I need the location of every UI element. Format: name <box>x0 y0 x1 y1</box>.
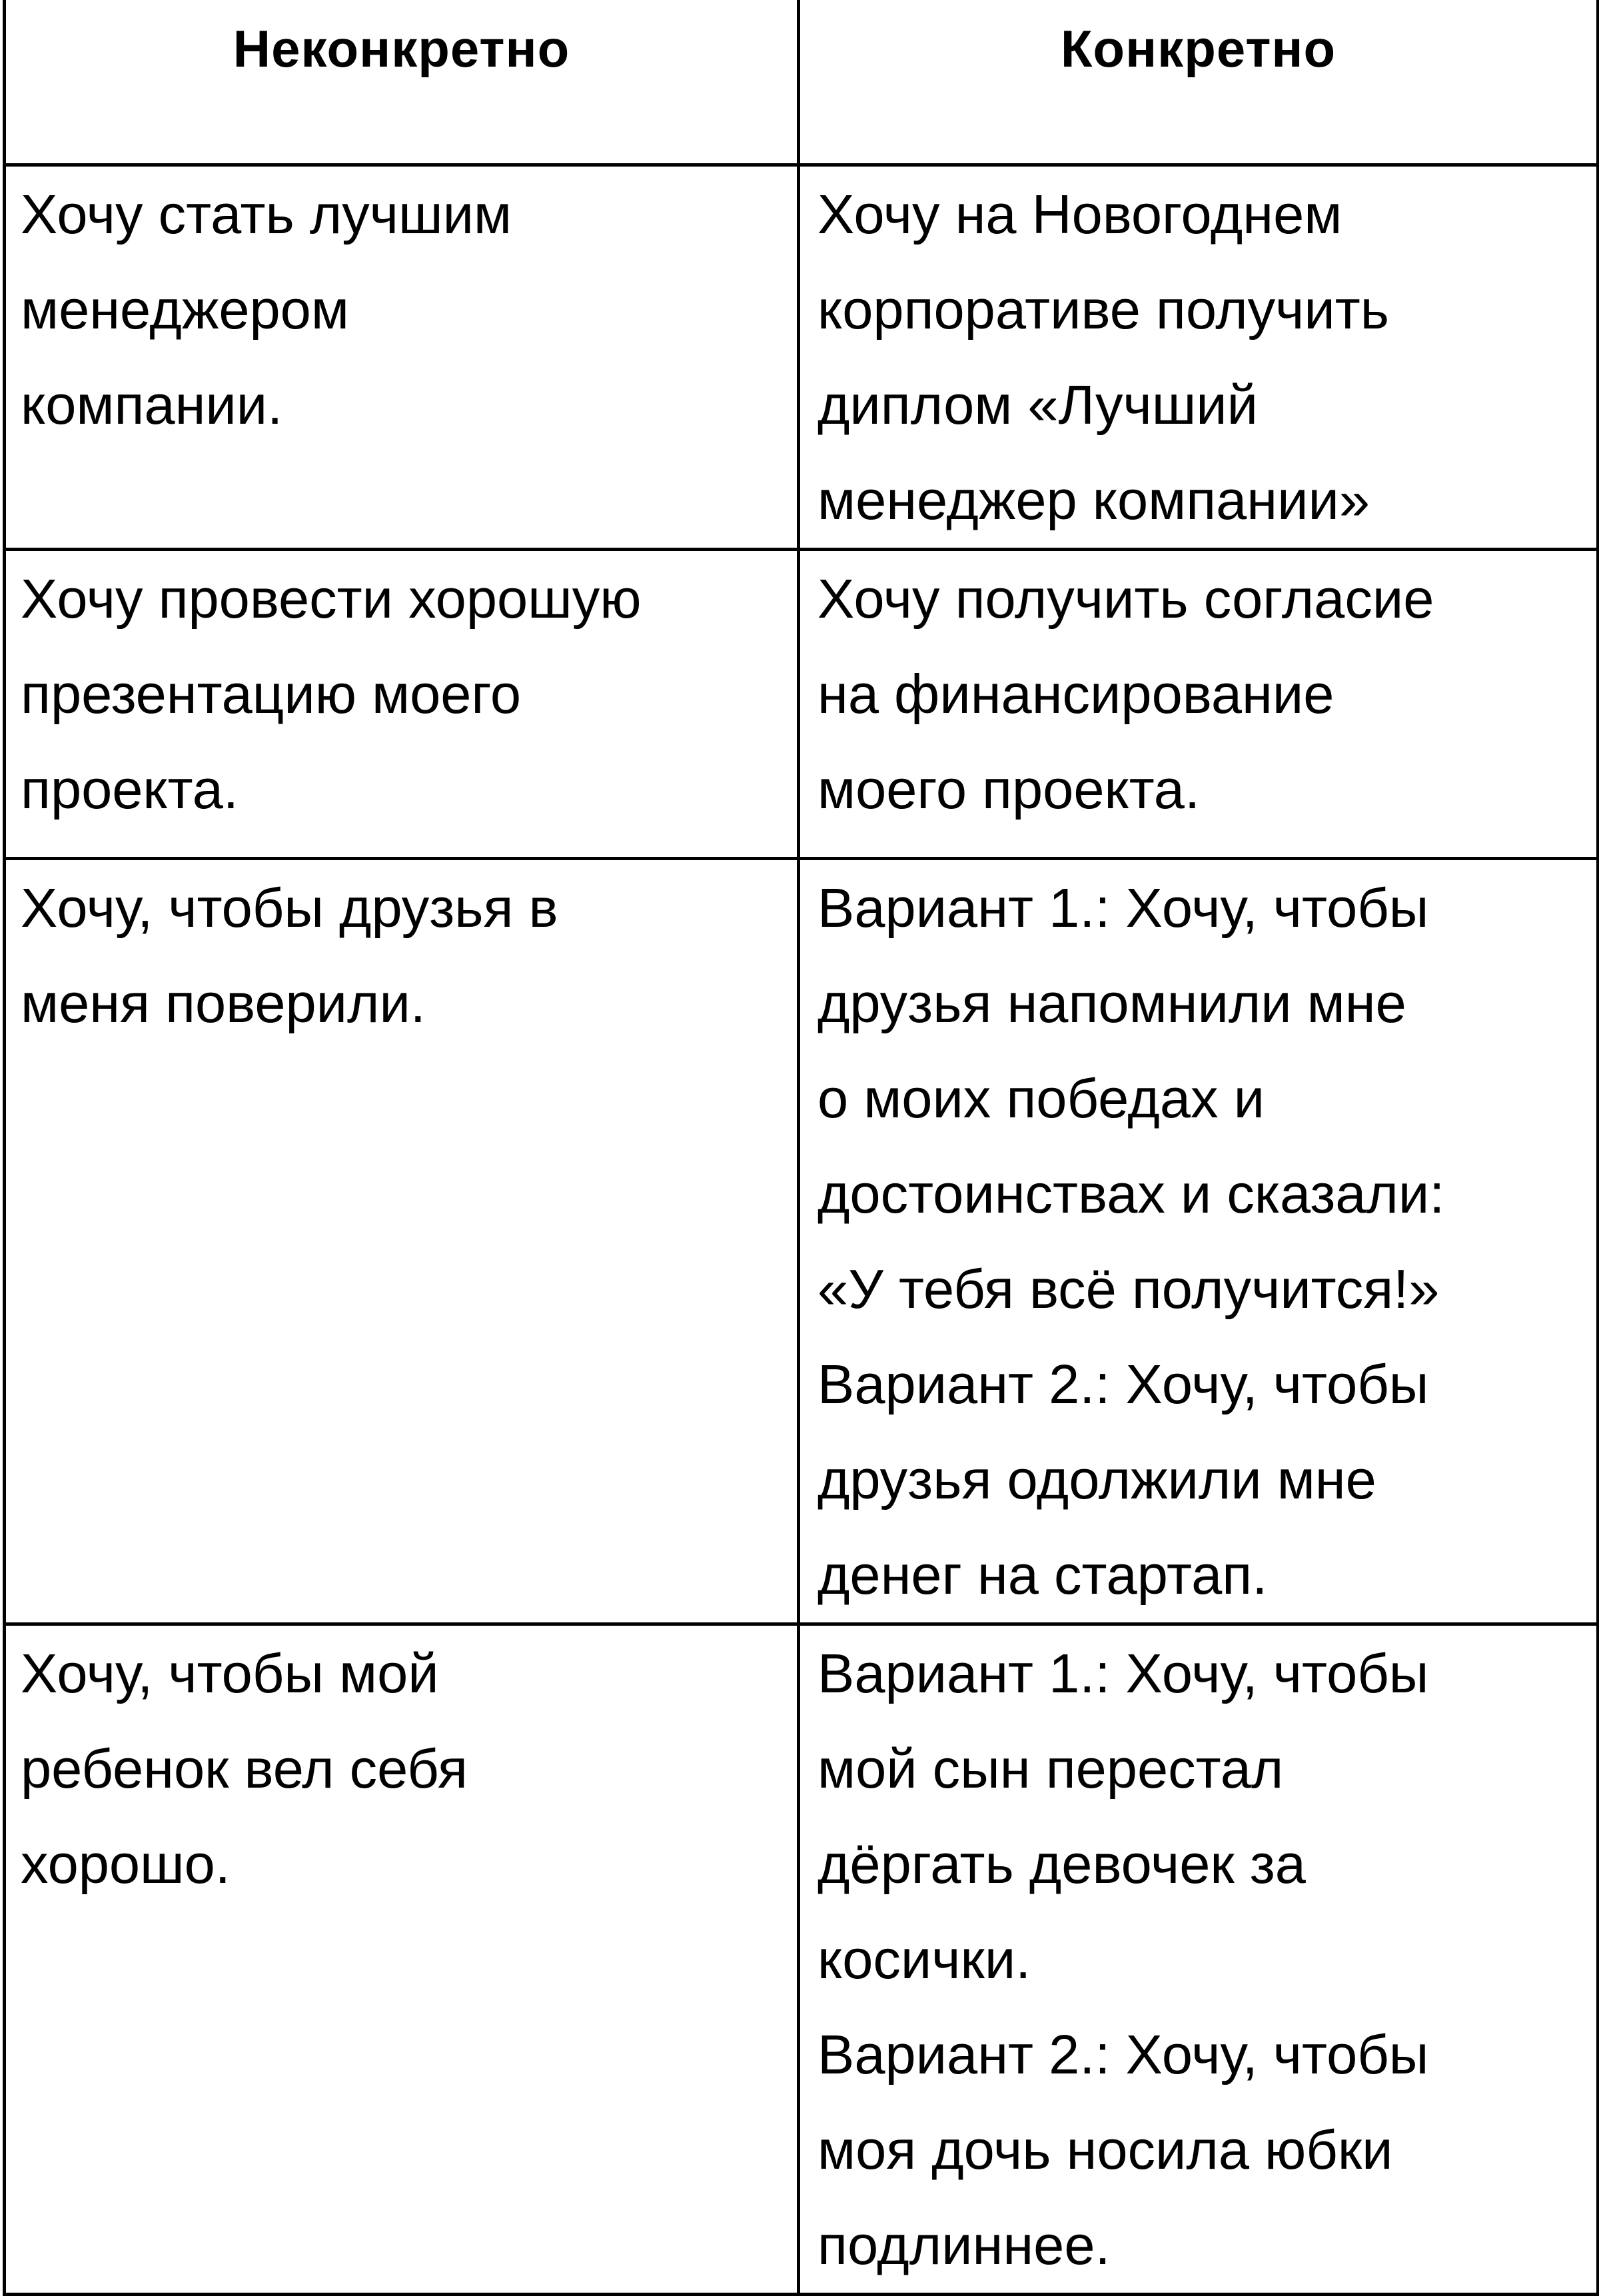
table-row <box>5 1624 1598 2294</box>
cell-line: Вариант 2.: Хочу, чтобы <box>817 2023 1429 2085</box>
cell-line: Хочу провести хорошую <box>21 567 642 630</box>
cell-line: достоинствах и сказали: <box>817 1162 1445 1225</box>
cell-line: презентацию моего <box>21 662 522 725</box>
header-specific: Конкретно <box>799 0 1598 165</box>
cell-line: Вариант 1.: Хочу, чтобы <box>817 1642 1429 1704</box>
cell-specific <box>799 858 1598 1624</box>
cell-line: косички. <box>817 1928 1031 1990</box>
table-header-row <box>5 0 1598 165</box>
cell-line: менеджером <box>21 278 349 340</box>
table-row <box>5 549 1598 858</box>
cell-line: «У тебя всё получится!» <box>817 1257 1440 1320</box>
cell-line: Вариант 1.: Хочу, чтобы <box>817 876 1429 939</box>
cell-line: Хочу, чтобы друзья в <box>21 876 558 939</box>
cell-line: о моих победах и <box>817 1067 1265 1129</box>
cell-line: Хочу на Новогоднем <box>817 183 1342 245</box>
cell-line: диплом «Лучший <box>817 373 1259 436</box>
table-row <box>5 165 1598 549</box>
table-row <box>5 858 1598 1624</box>
cell-line: Вариант 2.: Хочу, чтобы <box>817 1353 1429 1415</box>
comparison-table <box>3 0 1599 2296</box>
cell-specific <box>799 549 1598 858</box>
cell-line: Хочу стать лучшим <box>21 183 512 245</box>
cell-nonspecific <box>5 858 799 1624</box>
cell-specific <box>799 165 1598 549</box>
cell-line: Хочу получить согласие <box>817 567 1434 630</box>
cell-line: Хочу, чтобы мой <box>21 1642 439 1704</box>
cell-specific <box>799 1624 1598 2294</box>
cell-line: хорошо. <box>21 1832 231 1895</box>
cell-nonspecific <box>5 165 799 549</box>
cell-line: дёргать девочек за <box>817 1832 1306 1895</box>
cell-line: на финансирование <box>817 662 1334 725</box>
cell-line: корпоративе получить <box>817 278 1390 340</box>
cell-nonspecific <box>5 549 799 858</box>
cell-line: компании. <box>21 373 283 436</box>
header-nonspecific: Неконкретно <box>5 0 799 165</box>
cell-line: моего проекта. <box>817 758 1201 820</box>
cell-line: моя дочь носила юбки <box>817 2118 1393 2181</box>
cell-nonspecific <box>5 1624 799 2294</box>
cell-line: ребенок вел себя <box>21 1737 468 1800</box>
cell-line: друзья напомнили мне <box>817 971 1406 1034</box>
cell-line: денег на стартап. <box>817 1543 1268 1606</box>
cell-line: менеджер компании» <box>817 468 1370 531</box>
cell-line: друзья одолжили мне <box>817 1448 1376 1510</box>
cell-line: подлиннее. <box>817 2213 1111 2276</box>
cell-line: меня поверили. <box>21 971 426 1034</box>
cell-line: мой сын перестал <box>817 1737 1284 1800</box>
cell-line: проекта. <box>21 758 239 820</box>
